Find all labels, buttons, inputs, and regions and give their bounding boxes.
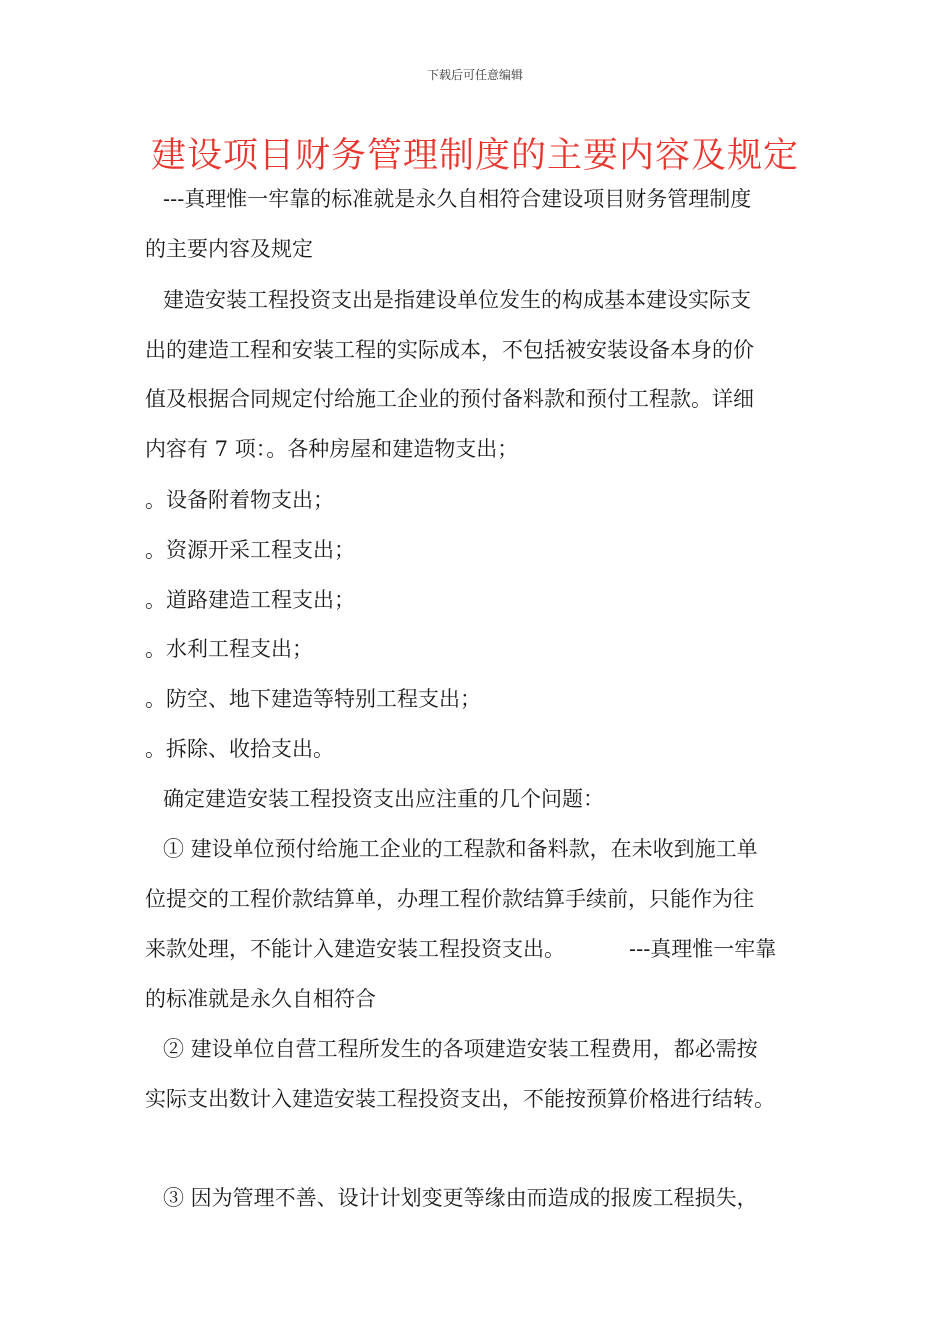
header-note: 下载后可任意编辑 bbox=[426, 68, 523, 82]
list-item: 。设备附着物支出； bbox=[145, 488, 334, 512]
paragraph-line: ---真理惟一牢靠的标准就是永久自相符合建设项目财务管理制度 bbox=[163, 187, 752, 211]
paragraph-line: ② 建设单位自营工程所发生的各项建造安装工程费用，都必需按 bbox=[163, 1037, 758, 1061]
list-item: 。资源开采工程支出； bbox=[145, 538, 355, 562]
paragraph-line: 内容有 7 项：。各种房屋和建造物支出； bbox=[145, 437, 519, 461]
paragraph-line: 的主要内容及规定 bbox=[145, 237, 313, 261]
paragraph-line: ③ 因为管理不善、设计计划变更等缘由而造成的报废工程损失， bbox=[163, 1186, 758, 1210]
list-item: 。水利工程支出； bbox=[145, 637, 313, 661]
list-item: 。道路建造工程支出； bbox=[145, 588, 355, 612]
paragraph-line: 确定建造安装工程投资支出应注重的几个问题： bbox=[163, 787, 604, 811]
paragraph-line: 建造安装工程投资支出是指建设单位发生的构成基本建设实际支 bbox=[163, 288, 751, 312]
paragraph-line: 的标准就是永久自相符合 bbox=[145, 987, 376, 1011]
quote-fragment: ---真理惟一牢靠 bbox=[629, 937, 777, 961]
paragraph-line: 出的建造工程和安装工程的实际成本，不包括被安装设备本身的价 bbox=[145, 338, 754, 362]
paragraph-text: 来款处理，不能计入建造安装工程投资支出。 bbox=[145, 937, 565, 961]
paragraph-line bbox=[145, 934, 776, 964]
paragraph-line: ① 建设单位预付给施工企业的工程款和备料款，在未收到施工单 bbox=[163, 837, 758, 861]
page-title: 建设项目财务管理制度的主要内容及规定 bbox=[150, 136, 799, 176]
paragraph-line: 值及根据合同规定付给施工企业的预付备料款和预付工程款。详细 bbox=[145, 387, 754, 411]
list-item: 。拆除、收拾支出。 bbox=[145, 737, 334, 761]
list-item: 。防空、地下建造等特别工程支出； bbox=[145, 687, 481, 711]
paragraph-line: 位提交的工程价款结算单，办理工程价款结算手续前，只能作为往 bbox=[145, 887, 754, 911]
paragraph-line: 实际支出数计入建造安装工程投资支出，不能按预算价格进行结转。 bbox=[145, 1087, 775, 1111]
